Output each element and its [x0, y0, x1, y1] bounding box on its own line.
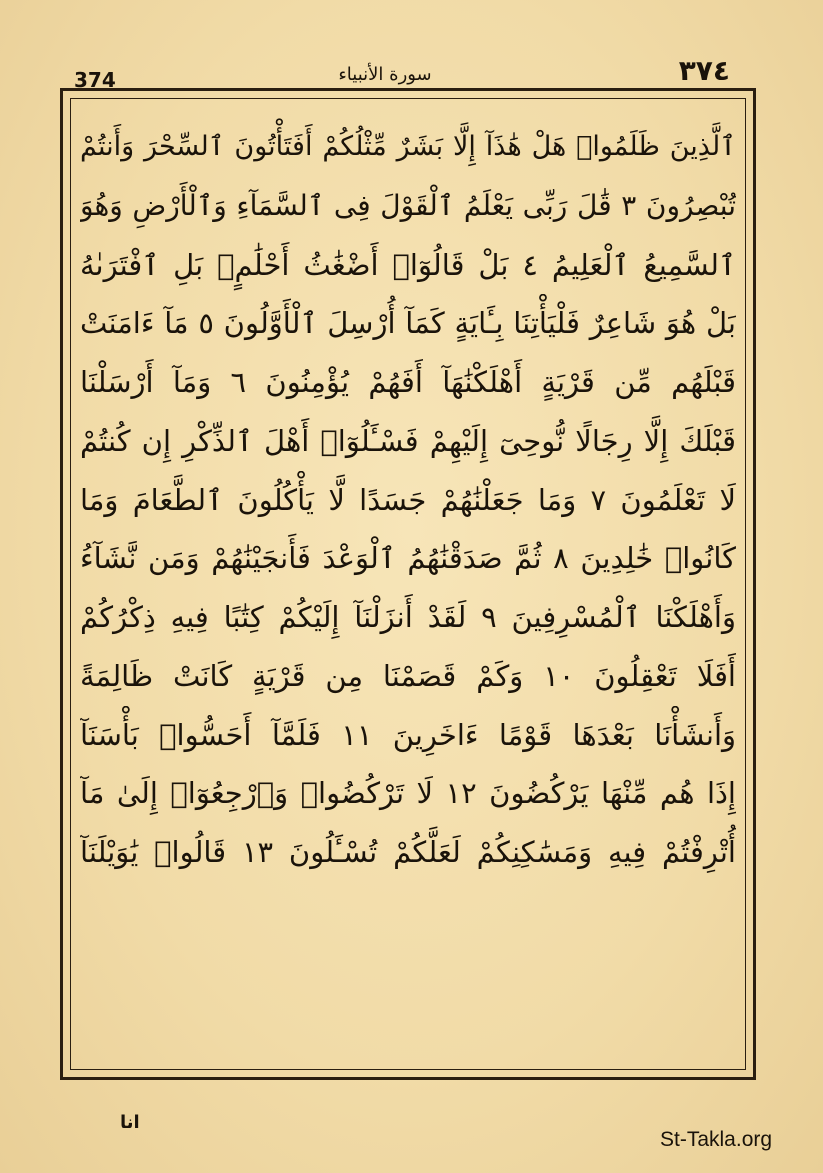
text-line: قَبْلَهُم مِّن قَرْيَةٍ أَهْلَكْنَٰهَآ أَفَهُمْ يُؤْمِنُونَ ٦ وَمَآ أَرْسَلْنَا	[80, 365, 736, 399]
text-line: لَا تَعْلَمُونَ ٧ وَمَا جَعَلْنَٰهُمْ جَسَدًا لَّا يَأْكُلُونَ ٱلطَّعَامَ وَمَا	[80, 482, 736, 517]
text-line: كَانُوا۟ خَٰلِدِينَ ٨ ثُمَّ صَدَقْنَٰهُمُ ٱلْوَعْدَ فَأَنجَيْنَٰهُمْ وَمَن نَّشَآءُ	[80, 541, 736, 576]
text-line: تُبْصِرُونَ ٣ قَٰلَ رَبِّى يَعْلَمُ ٱلْقَوْلَ فِى ٱلسَّمَآءِ وَٱلْأَرْضِ وَهُوَ	[80, 188, 736, 222]
text-line: وَأَهْلَكْنَا ٱلْمُسْرِفِينَ ٩ لَقَدْ أَنزَلْنَآ إِلَيْكُمْ كِتَٰبًا فِيهِ ذِكْرُكُمْ	[80, 600, 736, 634]
text-line: ٱلَّذِينَ ظَلَمُوا۟ هَلْ هَٰذَآ إِلَّا بَشَرٌ مِّثْلُكُمْ أَفَتَأْتُونَ ٱلسِّحْرَ وَأَنتُمْ	[80, 131, 736, 162]
surah-title: سورة الأنبياء	[338, 64, 432, 85]
verse-text-block	[80, 118, 736, 1058]
text-line: ٱلسَّمِيعُ ٱلْعَلِيمُ ٤ بَلْ قَالُوٓا۟ أَضْغَٰثُ أَحْلَٰمٍۭ بَلِ ٱفْتَرَىٰهُ	[80, 247, 736, 282]
text-line: إِذَا هُم مِّنْهَا يَرْكُضُونَ ١٢ لَا تَرْكُضُوا۟ وَٱرْجِعُوٓا۟ إِلَىٰ مَآ	[80, 776, 736, 811]
text-line: وَأَنشَأْنَا بَعْدَهَا قَوْمًا ءَاخَرِينَ ١١ فَلَمَّآ أَحَسُّوا۟ بَأْسَنَآ	[80, 717, 736, 752]
catchword: انا	[120, 1112, 140, 1133]
page-number-latin: 374	[74, 68, 116, 92]
page-number-arabic: ٣٧٤	[678, 54, 730, 87]
text-line: قَبْلَكَ إِلَّا رِجَالًا نُّوحِىٓ إِلَيْهِمْ فَسْـَٔلُوٓا۟ أَهْلَ ٱلذِّكْرِ إِن كُنتُمْ	[80, 423, 736, 458]
text-line: بَلْ هُوَ شَاعِرٌ فَلْيَأْتِنَا بِـَٔايَةٍ كَمَآ أُرْسِلَ ٱلْأَوَّلُونَ ٥ مَآ ءَامَنَتْ	[80, 306, 736, 341]
text-line: أَفَلَا تَعْقِلُونَ ١٠ وَكَمْ قَصَمْنَا مِن قَرْيَةٍ كَانَتْ ظَالِمَةً	[80, 658, 736, 693]
text-line: أُتْرِفْتُمْ فِيهِ وَمَسَٰكِنِكُمْ لَعَلَّكُمْ تُسْـَٔلُونَ ١٣ قَالُوا۟ يَٰوَيْلَنَآ	[80, 835, 736, 869]
site-watermark: St-Takla.org	[660, 1128, 773, 1151]
